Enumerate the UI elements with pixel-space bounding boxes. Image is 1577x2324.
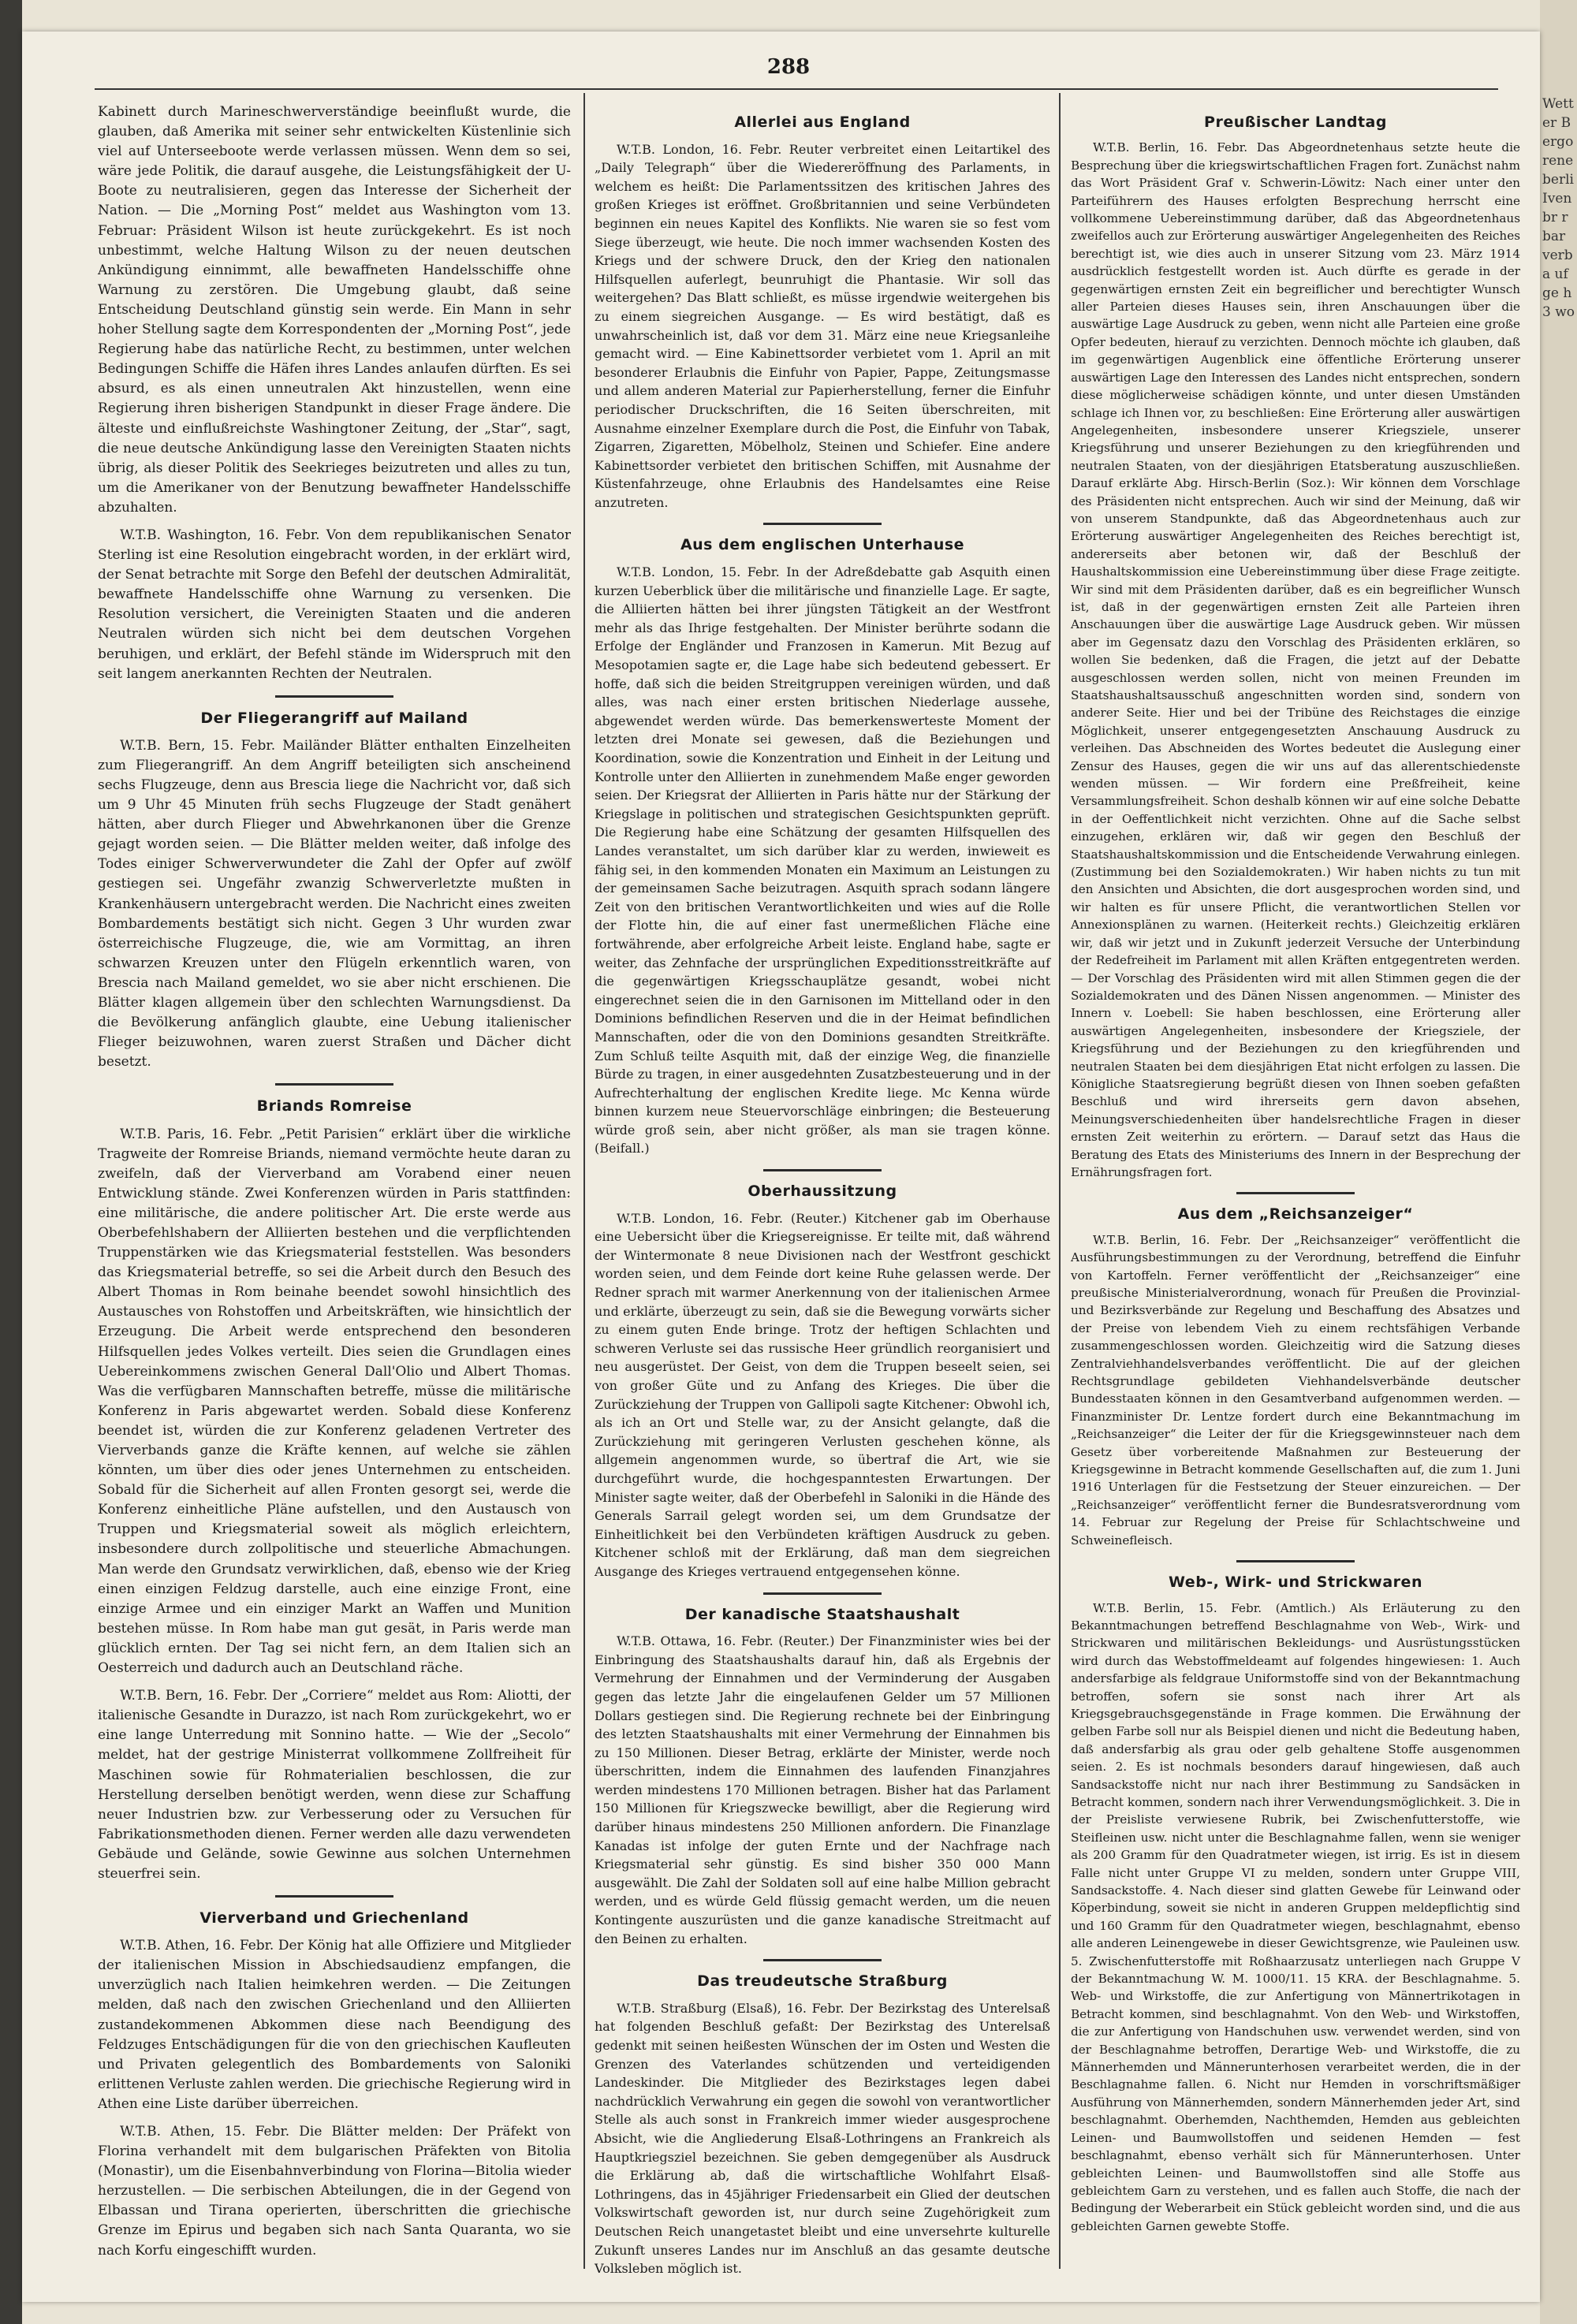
headline-allerlei: Allerlei aus England (734, 114, 911, 131)
headline-strassburg: Das treudeutsche Straßburg (697, 1972, 948, 1991)
headline-webwaren: Web-, Wirk- und Strickwaren (1169, 1574, 1422, 1592)
article-paragraph: W.T.B. London, 16. Febr. (Reuter.) Kitchener gab im Oberhause eine Uebersicht über die Kriegsereignisse. Er teilte mit, daß während der Wintermonate 8 neue Divisionen nach der Westfront geschickt worden seien, und dem Feinde dort keine Ruhe gelassen werde. Der Redner sprach mit warmer Anerkennung von der italienischen Armee und erklärte, überzeugt zu sein, daß sie die Bewegung vorwärts sicher zu einem guten Ende bringe. Trotz der heftigen Schlachten und schweren Verluste sei das russische Heer gründlich reorganisiert und neu ausgerüstet. Der Geist, von dem die Truppen beseelt seien, sei von großer Güte und zu Anfang des Krieges. Die über die Zurückziehung der Truppen von Gallipoli sagte Kitchener: Obwohl ich, als ich an Ort und Stelle war, zu der Ansicht gelangte, daß die Zurückziehung mit geringeren Verlusten geschehen könne, als allgemein angenommen wurde, so übertraf die Art, wie sie durchgeführt wurde, die hochgespanntesten Erwartungen. Der Minister sagte weiter, daß der Oberbefehl in Saloniki in die Hände des Generals Sarrail gelegt worden sei, um dem Grundsatze der Einheitlichkeit bei den Verbündeten kräftigen Ausdruck zu geben. Kitchener schloß mit der Erklärung, daß man dem siegreichen Ausgange des Krieges vertrauend entgegensehen könne. (595, 1210, 1050, 1579)
article-paragraph: W.T.B. London, 15. Febr. In der Adreßdebatte gab Asquith einen kurzen Ueberblick über die militärische und finanzielle Lage. Er sagte, die Alliierten hätten bei ihrer jüngsten Tätigkeit an der Westfront mehr als das Ihrige festgehalten. Der Minister berührte sodann die Erfolge der Engländer und Franzosen in Kamerun. Mit Bezug auf Mesopotamien sagte er, die Lage habe sich bedeutend gebessert. Er hoffe, daß sich die beiden Streitgruppen vereinigen würden, und daß alles, was nach einer ersten britischen Niederlage aussehe, abgewendet werden würde. Das bemerkenswerteste Moment der letzten drei Monate sei gewesen, daß die Beziehungen und Koordination, sowie die Konzentration und Einheit in der Leitung und Kontrolle unter den Alliierten in zunehmendem Maße enger geworden seien. Der Kriegsrat der Alliierten in Paris hätte nur der Stärkung der Kriegslage in politischen und strategischen Gesichtspunkten geprüft. Die Regierung habe eine Schätzung der gesamten Hilfsquellen des Landes veranstaltet, um sich darüber klar zu werden, inwieweit es fähig sei, in den kommenden Monaten ein Maximum an Leistungen zu der gemeinsamen Sache beizutragen. Asquith sprach sodann längere Zeit von den britischen Verantwortlichkeiten und wies auf die Rolle der Flotte hin, die auf einer fast unermeßlichen Fläche eine fortwährende, aber erfolgreiche Arbeit leiste. England habe, sagte er weiter, das Zehnfache der ursprünglichen Expeditionsstreitkräfte auf die gegenwärtigen Kriegsschauplätze gesandt, wobei nicht eingerechnet seien die in den Garnisonen im Mittelland oder in den Dominions befindlichen Reserven und die in der Heimat befindlichen Mannschaften, oder die von den Dominions gesandten Streitkräfte. Zum Schluß teilte Asquith mit, daß der einzige Weg, die finanzielle Bürde zu tragen, in einer ausgedehnten Zusatzbesteuerung und in der Aufrechterhaltung der englischen Kredite liege. Mc Kenna würde binnen kurzem neue Steuervorschläge einbringen; die Besteuerung würde groß sein, aber nicht größer, als man sie tragen könne. (Beifall.) (595, 564, 1050, 1156)
article-paragraph: W.T.B. Straßburg (Elsaß), 16. Febr. Der Bezirkstag des Unterelsaß hat folgenden Beschluß gefaßt: Der Bezirkstag des Unterelsaß gedenkt mit seinen heißesten Wünschen der im Osten und Westen die Grenzen des Vaterlandes schützenden und verteidigenden Landeskinder. Die Mitglieder des Bezirkstages legen dabei nachdrücklich Verwahrung ein gegen die sowohl von verantwortlicher Stelle als auch sonst in Frankreich immer wieder ausgesprochene Absicht, wie die Angliederung Elsaß-Lothringens an Frankreich als Hauptkriegsziel bezeichnen. Sie geben demgegenüber als Ausdruck die Erklärung ab, daß die wirtschaftliche Wohlfahrt Elsaß-Lothringens, das in 45jähriger Friedensarbeit ein Glied der deutschen Volkswirtschaft geworden ist, nur durch seine Zugehörigkeit zum Deutschen Reich unangetastet bleibt und eine unversehrte kulturelle Zukunft unseres Landes nur im Anschluß an das gesamte deutsche Volksleben möglich ist. (595, 2000, 1050, 2277)
article-paragraph: Kabinett durch Marineschwerverständige beeinflußt wurde, die glauben, daß Amerika mit seiner sehr entwickelten Küstenlinie sich viel auf Unterseeboote werde verlassen müssen. Wenn dem so sei, wäre jede Politik, die darauf ausgehe, die Leistungsfähigkeit der U-Boote zu neutralisieren, gegen das Interesse der Sicherheit der Nation. — Die „Morning Post“ meldet aus Washington vom 13. Februar: Präsident Wilson ist heute zurückgekehrt. Es ist noch unbestimmt, welche Haltung Wilson zu der neuen deutschen Ankündigung einnimmt, alle bewaffneten Handelsschiffe ohne Warnung zu zerstören. Die Umgebung glaubt, daß seine Entscheidung Deutschland günstig sein werde. Ein Mann in sehr hoher Stellung sagte dem Korrespondenten der „Morning Post“, jede Regierung habe das natürliche Recht, zu bestimmen, unter welchen Bedingungen Schiffe die Häfen ihres Landes anlaufen dürften. Es sei absurd, es als einen unneutralen Akt hinzustellen, wenn eine Regierung ihren bisherigen Standpunkt in dieser Frage ändere. Die älteste und einflußreichste Washingtoner Zeitung, der „Star“, sagt, die neue deutsche Ankündigung lasse den Vereinigten Staaten nichts übrig, als dieser Politik des Seekrieges beizutreten und alles zu tun, um die Amerikaner von der Benutzung bewaffneter Handelsschiffe abzuhalten. (98, 104, 571, 516)
column-3 (1071, 102, 1520, 2243)
section-divider (275, 1083, 393, 1086)
adjacent-page-text: Wetter Bergo rene berli Ivenbr rbar verba ufge h 3 wo (1542, 96, 1575, 320)
section-divider (1236, 1192, 1355, 1194)
headline-kanadisch: Der kanadische Staatshaushalt (684, 1605, 960, 1623)
adjacent-page-strip (1540, 0, 1577, 2324)
article-paragraph: W.T.B. Paris, 16. Febr. „Petit Parisien“ erklärt über die wirkliche Tragweite der Romreise Briands, niemand vermöchte heute daran zu zweifeln, daß der Vierverband am Vorabend einer neuen Entwicklung stände. Zwei Konferenzen würden in Paris stattfinden: eine militärische, die andere politischer Art. Die erste werde aus Oberbefehlshabern der Alliierten bestehen und die verpflichtenden Truppenstärken wie das Kriegsmaterial feststellen. Was besonders das Kriegsmaterial betreffe, so sei die Arbeit durch den Besuch des Albert Thomas in Rom beinahe beendet sowohl hinsichtlich des Austausches von Rohstoffen und Arbeitskräften, wie hinsichtlich der Erzeugung. Die Arbeit werde entsprechend den besonderen Hilfsquellen jedes Volkes verteilt. Dies seien die Grundlagen eines Uebereinkommens zwischen General Dall'Olio und Albert Thomas. Was die verfügbaren Mannschaften betreffe, müsse die militärische Konferenz in Paris abgewartet werden. Sobald diese Konferenz beendet ist, würden die zur Konferenz geladenen Vertreter des Vierverbands ganze die Kräfte kennen, auf welche sie zählen könnten, um über dies oder jenes Unternehmen zu entscheiden. Sobald für die Sicherheit auf allen Fronten gesorgt sei, werde die Konferenz einheitliche Pläne aufstellen, und den Austausch von Truppen und Kriegsmaterial soweit als möglich erleichtern, insbesondere durch zollpolitische und steuerliche Abmachungen. Man werde den Grundsatz verwirklichen, daß, ebenso wie der Krieg einen einzigen Feldzug darstelle, auch eine einzige Front, eine einzige Armee und ein einziger Markt an Waffen und Munition bestehen müsse. In Rom habe man gut gesät, in Paris werde man glücklich ernten. Der Tag sei nicht fern, an dem Italien sich an Oesterreich und dadurch auch an Deutschland räche. (98, 1126, 571, 1677)
article-paragraph: W.T.B. Bern, 16. Febr. Der „Corriere“ meldet aus Rom: Aliotti, der italienische Gesandte in Durazzo, ist nach Rom zurückgekehrt, wo er eine lange Unterredung mit Sonnino hatte. — Wie der „Secolo“ meldet, hat der gestrige Ministerrat vollkommene Zollfreiheit für Maschinen sowie für Rohmaterialien beschlossen, die zur Herstellung derselben benötigt werden, wenn diese zur Schaffung neuer Industrien bzw. zur Verbesserung oder zu Versuchen für Fabrikationsmethoden dienen. Ferner werden alle dazu verwendeten Gebäude und Gelände, sowie Gewinne aus solchen Unternehmen steuerfrei sein. (98, 1688, 571, 1882)
section-divider (1236, 1560, 1355, 1562)
section-divider (275, 695, 393, 698)
column-2 (595, 102, 1050, 2286)
section-divider (763, 1592, 882, 1595)
scan-gutter (0, 0, 22, 2324)
article-paragraph: W.T.B. Berlin, 16. Febr. Der „Reichsanzeiger“ veröffentlicht die Ausführungsbestimmungen zu der Verordnung, betreffend die Einfuhr von Kartoffeln. Ferner veröffentlicht der „Reichsanzeiger“ eine preußische Ministerialverordnung, wonach für Preußen die Provinzial- und Bezirksverbände zur Regelung und Beschaffung des Absatzes und der Preise von lebendem Vieh zu einem rechtsfähigen Verbande zusammengeschlossen worden. Gleichzeitig wird die Satzung dieses Zentralviehhandelsverbandes veröffentlicht. Die auf der gleichen Rechtsgrundlage gebildeten Viehhandelsverbände deutscher Bundesstaaten können in den Gesamtverband aufgenommen werden. — Finanzminister Dr. Lentze fordert durch eine Bekanntmachung im „Reichsanzeiger“ die Leiter der für die Kriegsgewinnsteuer nach dem Gesetz über vorbereitende Maßnahmen zur Besteuerung der Kriegsgewinne in Betracht kommende Gesellschaften auf, die zum 1. Juni 1916 Unterlagen für die Festsetzung der Steuer einzureichen. — Der „Reichsanzeiger“ veröffentlicht ferner die Bundesratsverordnung vom 14. Februar zur Regelung der Preise für Schlachtschweine und Schweinefleisch. (1071, 1232, 1520, 1547)
headline-fliegerangriff: Der Fliegerangriff auf Mailand (200, 709, 468, 727)
page-number: 288 (766, 55, 811, 79)
section-divider (763, 523, 882, 525)
section-divider (275, 1895, 393, 1898)
headline-unterhaus: Aus dem englischen Unterhause (680, 536, 965, 554)
column-rule-1 (583, 93, 585, 2269)
headline-oberhaus: Oberhaussitzung (747, 1182, 897, 1201)
article-paragraph: W.T.B. Bern, 15. Febr. Mailänder Blätter enthalten Einzelheiten zum Fliegerangriff. An dem Angriff beteiligten sich anscheinend sechs Flugzeuge, denn aus Brescia liege die Nachricht vor, daß sich um 9 Uhr 45 Minuten früh sechs Flugzeuge der Stadt genähert hätten, aber durch Flieger und Abwehrkanonen über die Grenze gejagt worden seien. — Die Blätter melden weiter, daß infolge des Todes einiger Schwerverwundeter die Zahl der Opfer auf zwölf gestiegen sei. Ungefähr zwanzig Schwerverletzte mußten in Krankenhäusern untergebracht werden. Die Nachricht eines zweiten Bombardements bestätigt sich nicht. Gegen 3 Uhr wurden zwar österreichische Flugzeuge, die, wie am Vormittag, an ihren schwarzen Kreuzen unter den Flügeln erkenntlich waren, von Brescia nach Mailand gemeldet, wo sie aber nicht erschienen. Die Blätter klagen allgemein über den schlechten Warnungsdienst. Da die Bevölkerung anfänglich glaubte, eine Uebung italienischer Flieger beizuwohnen, waren zuerst Straßen und Dächer dicht besetzt. (98, 737, 571, 1071)
headline-vierverband: Vierverband und Griechenland (199, 1909, 469, 1927)
article-paragraph: W.T.B. Ottawa, 16. Febr. (Reuter.) Der Finanzminister wies bei der Einbringung des Staatshaushalts darauf hin, daß als Ergebnis der Vermehrung der Einnahmen und der Verminderung der Ausgaben gegen das letzte Jahr die eingelaufenen Gelder um 57 Millionen Dollars gestiegen sind. Die Regierung rechnete bei der Einbringung des letzten Staatshaushalts mit einer Vermehrung der Einnahmen bis zu 150 Millionen. Dieser Betrag, erklärte der Minister, werde noch überschritten, indem die Einnahmen des laufenden Finanzjahres werden mindestens 170 Millionen betragen. Bisher hat das Parlament 150 Millionen für Kriegszwecke bewilligt, aber die Regierung wird darüber hinaus mindestens 250 Millionen anfordern. Die Finanzlage Kanadas ist infolge der guten Ernte und der Nachfrage nach Kriegsmaterial sehr günstig. Es sind bisher 350 000 Mann ausgewählt. Die Zahl der Soldaten soll auf eine halbe Million gebracht werden, und es würde Geld flüssig gemacht werden, um die neuen Kontingente auszurüsten und die ganze kanadische Streitmacht auf den Beinen zu erhalten. (595, 1633, 1050, 1946)
article-paragraph: W.T.B. Berlin, 16. Febr. Das Abgeordnetenhaus setzte heute die Besprechung über die kriegswirtschaftlichen Fragen fort. Zunächst nahm das Wort Präsident Graf v. Schwerin-Löwitz: Nach einer unter den Parteiführern des Hauses erfolgten Besprechung herrscht eine vollkommene Uebereinstimmung darüber, daß das Abgeordnetenhaus zweifellos auch zur Erörterung auswärtiger Angelegenheiten des Reiches berechtigt ist, wie dies auch in unserer Sitzung vom 23. März 1914 ausdrücklich festgestellt worden ist. Auch dürfte es gerade in der gegenwärtigen ernsten Zeit ein begreiflicher und berechtigter Wunsch aller Parteien dieses Hauses sein, ihren Anschauungen über die auswärtige Lage Ausdruck zu geben, wenn nicht alle Parteien eine große Opfer bedeuten, hierauf zu verzichten. Dennoch möchte ich glauben, daß im gegenwärtigen Augenblick eine öffentliche Erörterung unserer auswärtigen Lage den Interessen des Landes nicht entsprechen, sondern diese möglicherweise schädigen könnte, und unter diesen Umständen schlage ich Ihnen vor, zu beschließen: Eine Erörterung aller auswärtigen Angelegenheiten, insbesondere unserer Kriegsziele, unserer Kriegsführung und unserer Beziehungen zu den kriegführenden und neutralen Staaten, von der diesjährigen Etatsberatung auszuschließen. Darauf erklärte Abg. Hirsch-Berlin (Soz.): Wir können dem Vorschlage des Präsidenten nicht entsprechen. Auch wir sind der Meinung, daß wir von unserem Standpunkte, daß das Abgeordnetenhaus auch zur Erörterung auswärtiger Angelegenheiten des Reiches berechtigt ist, andererseits aber betonen wir, daß der Beschluß der Haushaltskommission eine Uebereinstimmung über diese Frage zeitigte. Wir sind mit dem Präsidenten darüber, daß es ein begreiflicher Wunsch ist, daß in der gegenwärtigen ernsten Zeit alle Parteien ihren Anschauungen über die auswärtige Lage Ausdruck geben. Wir müssen aber im Gegensatz dazu den Vorschlag des Präsidenten erklären, so wollen Sie bedenken, daß die Fragen, die jetzt auf der Debatte ausgeschlossen werden sollen, nicht von meinen Freunden im Staatshaushaltsausschuß angeschnitten worden sind, sondern von anderer Seite. Hier und bei der Tribüne des Reichstages die einzige Möglichkeit, unserer entgegengesetzten Anschauung Ausdruck zu verleihen. Das Abschneiden des Wortes bedeutet die Auslegung einer Zensur des Hauses, gegen die wir uns auf das allerentschiedenste wenden müssen. — Wir fordern eine Preßfreiheit, keine Versammlungsfreiheit. Schon deshalb können wir auf eine solche Debatte in der Oeffentlichkeit nicht verzichten. Ohne auf die Sache selbst einzugehen, erklären wir, daß wir gegen den Beschluß der Staatshaushaltskommission und die Entscheidende Verwahrung einlegen. (Zustimmung bei den Sozialdemokraten.) Wir haben nichts zu tun mit den Ansichten und Absichten, die dort ausgesprochen worden sind, und wir halten es für unsere Pflicht, die verantwortlichen Stellen vor Annexionsplänen zu warnen. (Heiterkeit rechts.) Gleichzeitig erklären wir, daß wir jetzt und in Zukunft jederzeit Versuche der Unterbindung der Redefreiheit im Parlament mit allen Kräften entgegentreten werden. — Der Vorschlag des Präsidenten wird mit allen Stimmen gegen die der Sozialdemokraten und des Dänen Nissen angenommen. — Minister des Innern v. Loebell: Sie haben beschlossen, eine Erörterung aller auswärtigen Angelegenheiten, insbesondere der Kriegsziele, der Kriegsführung und der Beziehungen zu den kriegführenden und neutralen Staaten bei dem diesjährigen Etat nicht erfolgen zu lassen. Die Königliche Staatsregierung begrüßt diesen von Ihnen soeben gefaßten Beschluß und wird ihrerseits gern davon absehen, Meinungsverschiedenheiten über handelsrechtliche Fragen in dieser ernsten Zeit weiterhin zu erörtern. — Darauf setzt das Haus die Beratung des Etats des Ministeriums des Innern in der Besprechung der Ernährungsfragen fort. (1071, 140, 1520, 1179)
column-1 (98, 102, 571, 2269)
article-paragraph: W.T.B. London, 16. Febr. Reuter verbreitet einen Leitartikel des „Daily Telegraph“ über die Wiedereröffnung des Parlaments, in welchem es heißt: Die Parlamentssitzen des kritischen Jahres des großen Krieges ist eröffnet. Großbritannien und seine Verbündeten beginnen ein neues Kapitel des Konflikts. Nie waren sie so fest vom Siege überzeugt, wie heute. Die noch immer wachsenden Kosten des Kriegs und der schwere Druck, den der Krieg den nationalen Hilfsquellen auferlegt, beunruhigt die Phantasie. Wir soll das weitergehen? Das Blatt schließt, es müsse irgendwie weitergehen bis zu einem siegreichen Ausgange. — Es wird bestätigt, daß es unwahrscheinlich ist, daß vor dem 31. März eine neue Kriegsanleihe gemacht wird. — Eine Kabinettsorder verbietet vom 1. April an mit besonderer Erlaubnis die Einfuhr von Papier, Pappe, Zeitungsmasse und allem anderen Material zur Papierherstellung, ferner die Einfuhr periodischer Druckschriften, die 16 Seiten überschreiten, mit Ausnahme einzelner Exemplare durch die Post, die Einfuhr von Tabak, Zigarren, Zigaretten, Möbelholz, Steinen und Schiefer. Eine andere Kabinettsorder verbietet den britischen Schiffen, mit Ausnahme der Küstenfahrzeuge, ohne Erlaubnis des Handelsamtes eine Reise anzutreten. (595, 141, 1050, 510)
header-rule (95, 88, 1498, 90)
column-rule-2 (1059, 93, 1061, 2269)
headline-reichsanzeiger: Aus dem „Reichsanzeiger“ (1177, 1205, 1414, 1223)
article-paragraph: W.T.B. Berlin, 15. Febr. (Amtlich.) Als Erläuterung zu den Bekanntmachungen betreffend Beschlagnahme von Web-, Wirk- und Strickwaren und militärischen Bekleidungs- und Ausrüstungsstücken wird durch das Webstoffmeldeamt auf folgendes hingewiesen: 1. Auch andersfarbige als feldgraue Uniformstoffe sind von der Bekanntmachung betroffen, sofern sie sonst nach ihrer Art als Kriegsgebrauchsgegenstände in Frage kommen. Die Erwähnung der gelben Farbe soll nur als Beispiel dienen und nicht die Bedeutung haben, daß andersfarbig als grau oder gelb gehaltene Stoffe ausgenommen seien. 2. Es ist nochmals besonders darauf hingewiesen, daß auch Sandsackstoffe nicht nur nach ihrer Bestimmung zu Sandsäcken in Betracht kommen, sondern nach ihrer Verwendungsmöglichkeit. 3. Die in der Preisliste verwiesene Rubrik, bei Zwischenfutterstoffe, wie Steifleinen usw. nicht unter die Beschlagnahme fallen, wenn sie weniger als 200 Gramm für den Quadratmeter wiegen, ist irrig. Es ist in diesem Falle nicht unter Gruppe VI zu melden, sondern unter Gruppe VIII, Sandsackstoffe. 4. Nach dieser sind glatten Gewebe für Leinwand oder Köperbindung, soweit sie nicht in anderen Gruppen meldepflichtig sind und 160 Gramm für den Quadratmeter wiegen, beschlagnahmt, ebenso alle anderen Leinengewebe in dieser Gewichtsgrenze, wie Pauleinen usw. 5. Zwischenfutterstoffe mit Roßhaarzusatz unterliegen nach Gruppe V der Bekanntmachung W. M. 1000/11. 15 KRA. der Beschlagnahme. 5. Web- und Wirkstoffe, die zur Anfertigung von Männertrikotagen in Betracht kommen, sind beschlagnahmt. Von den Web- und Wirkstoffen, die zur Anfertigung von Handschuhen usw. verwendet werden, sind von der Beschlagnahme betroffen, Derartige Web- und Wirkstoffe, die zu Männerhemden und Männerunterhosen verarbeitet werden, die in der Beschlagnahme fallen. 6. Nicht nur Hemden in vorschriftsmäßiger Ausführung von Männerhemden, sondern Männerhemden jeder Art, sind beschlagnahmt. Oberhemden, Nachthemden, Hemden aus gebleichten Leinen- und Baumwollstoffen und seidenen Hemden — fest beschlagnahmt, ebenso verhält sich für Männerunterhosen. Unter gebleichten Leinen- und Baumwollstoffen sind alle Stoffe aus gebleichtem Garn zu verstehen, und es fallen auch Stoffe, die nach der Bedingung der Weberarbeit ein Stück gebleicht worden sind, und die aus gebleichten Garnen gewebte Stoffe. (1071, 1600, 1520, 2233)
article-paragraph: W.T.B. Athen, 16. Febr. Der König hat alle Offiziere und Mitglieder der italienischen Mission in Abschiedsaudienz empfangen, die unverzüglich nach Italien heimkehren werden. — Die Zeitungen melden, daß nach den zwischen Griechenland und den Alliierten zustandekommenen Abkommen diese nach Beendigung des Feldzuges Entschädigungen für die von den griechischen Kaufleuten und Privaten gelegentlich des Bombardements von Saloniki erlittenen Verluste zahlen werden. Die griechische Regierung wird in Athen eine Liste darüber überreichen. (98, 1938, 571, 2112)
section-divider (763, 1169, 882, 1171)
headline-landtag: Preußischer Landtag (1204, 114, 1387, 131)
article-paragraph: W.T.B. Washington, 16. Febr. Von dem republikanischen Senator Sterling ist eine Resolution eingebracht worden, in der erklärt wird, der Senat betrachte mit Sorge den Befehl der deutschen Admiralität, bewaffnete Handelsschiffe ohne Warnung zu versenken. Die Resolution versichert, die Vereinigten Staaten und die anderen Neutralen würden sich nicht bei dem deutschen Vorgehen beruhigen, und erklärt, der Befehl stände im Widerspruch mit den seit langem anerkannten Rechten der Neutralen. (98, 527, 571, 682)
headline-briand: Briands Romreise (256, 1097, 412, 1115)
section-divider (763, 1959, 882, 1961)
article-paragraph: W.T.B. Athen, 15. Febr. Die Blätter melden: Der Präfekt von Florina verhandelt mit dem bulgarischen Präfekten von Bitolia (Monastir), um die Eisenbahnverbindung von Florina—Bitolia wieder herzustellen. — Die serbischen Abteilungen, die in der Gegend von Elbassan und Tirana operierten, überschritten die griechische Grenze im Epirus und begaben sich nach Santa Quaranta, wo sie nach Korfu eingeschifft wurden. (98, 2124, 571, 2259)
